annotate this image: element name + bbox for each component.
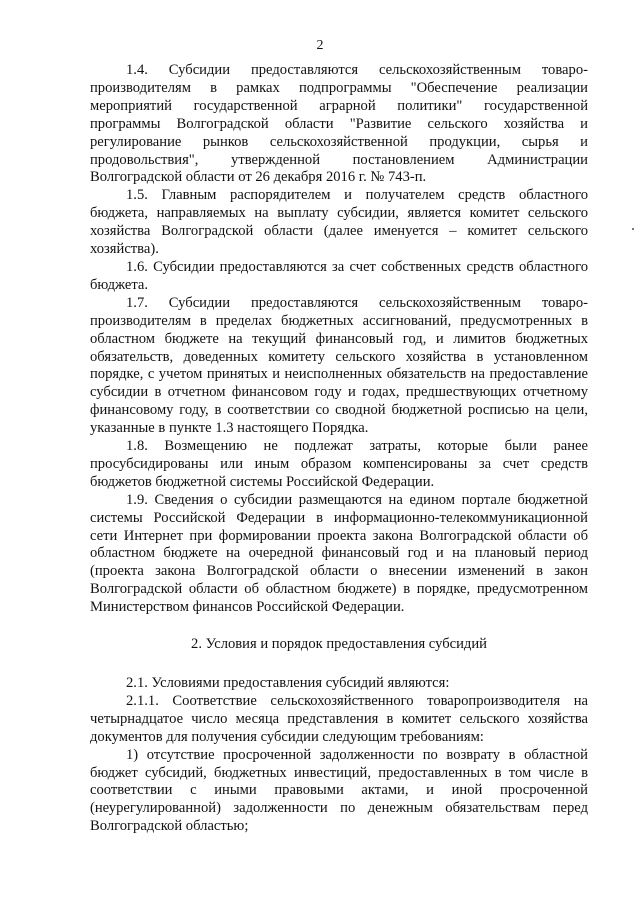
scan-speck: [632, 228, 634, 230]
paragraph-1-7: 1.7. Субсидии предоставляются сельскохозяйственным товаропроизводителям в пределах бюджетных ассигнований, предусмотренных в областном бюджете на текущий финансовый год, и лимитов бюджетных обязательств, доведенных комитету сельского хозяйства в установленном порядке, с учетом принятых и неисполненных обязательств на предоставление субсидии в отчетном финансовом году и годах, предшествующих отчетному финансовому году, в соответствии со сводной бюджетной росписью на цели, указанные в пункте 1.3 настоящего Порядка.: [90, 294, 588, 437]
page-number: 2: [316, 38, 324, 53]
document-body: [90, 62, 588, 836]
section-heading: 2. Условия и порядок предоставления субсидий: [191, 636, 487, 653]
paragraph-item-1: 1) отсутствие просроченной задолженности по возврату в областной бюджет субсидий, бюджетных инвестиций, предоставленных в том числе в соответствии с иными правовыми актами, и иной просроченной (неурегулированной) задолженности по денежным обязательствам перед Волгоградской областью;: [90, 746, 588, 835]
paragraph-1-5: 1.5. Главным распорядителем и получателем средств областного бюджета, направляемых на выплату субсидии, является комитет сельского хозяйства Волгоградской области (далее именуется – комитет сельского хозяйства).: [90, 187, 588, 258]
paragraph-1-8: 1.8. Возмещению не подлежат затраты, которые были ранее просубсидированы или иным образом компенсированы за счет средств бюджетов бюджетной системы Российской Федерации.: [90, 438, 588, 490]
paragraph-1-6: 1.6. Субсидии предоставляются за счет собственных средств областного бюджета.: [90, 258, 588, 293]
paragraph-2-1: 2.1. Условиями предоставления субсидий являются:: [126, 675, 450, 691]
paragraph-2-1-1: 2.1.1. Соответствие сельскохозяйственного товаропроизводителя на четырнадцатое число месяца представления в комитет сельского хозяйства документов для получения субсидии следующим требованиям:: [90, 692, 588, 745]
paragraph-1-4: 1.4. Субсидии предоставляются сельскохозяйственным товаропроизводителям в рамках подпрограммы "Обеспечение реализации мероприятий государственной аграрной политики" государственной программы Волгоградской области "Развитие сельского хозяйства и регулирование рынков сельскохозяйственной продукции, сырья и продовольствия", утвержденной постановлением Администрации Волгоградской области от 26 декабря 2016 г. № 743-п.: [90, 62, 588, 186]
paragraph-1-9: 1.9. Сведения о субсидии размещаются на едином портале бюджетной системы Российской Федерации в информационно-телекоммуникационной сети Интернет при формировании проекта закона Волгоградской области об областном бюджете на очередной финансовый год и на плановый период (проекта закона Волгоградской области о внесении изменений в закон Волгоградской области об областном бюджете) в порядке, предусмотренном Министерством финансов Российской Федерации.: [90, 491, 588, 616]
